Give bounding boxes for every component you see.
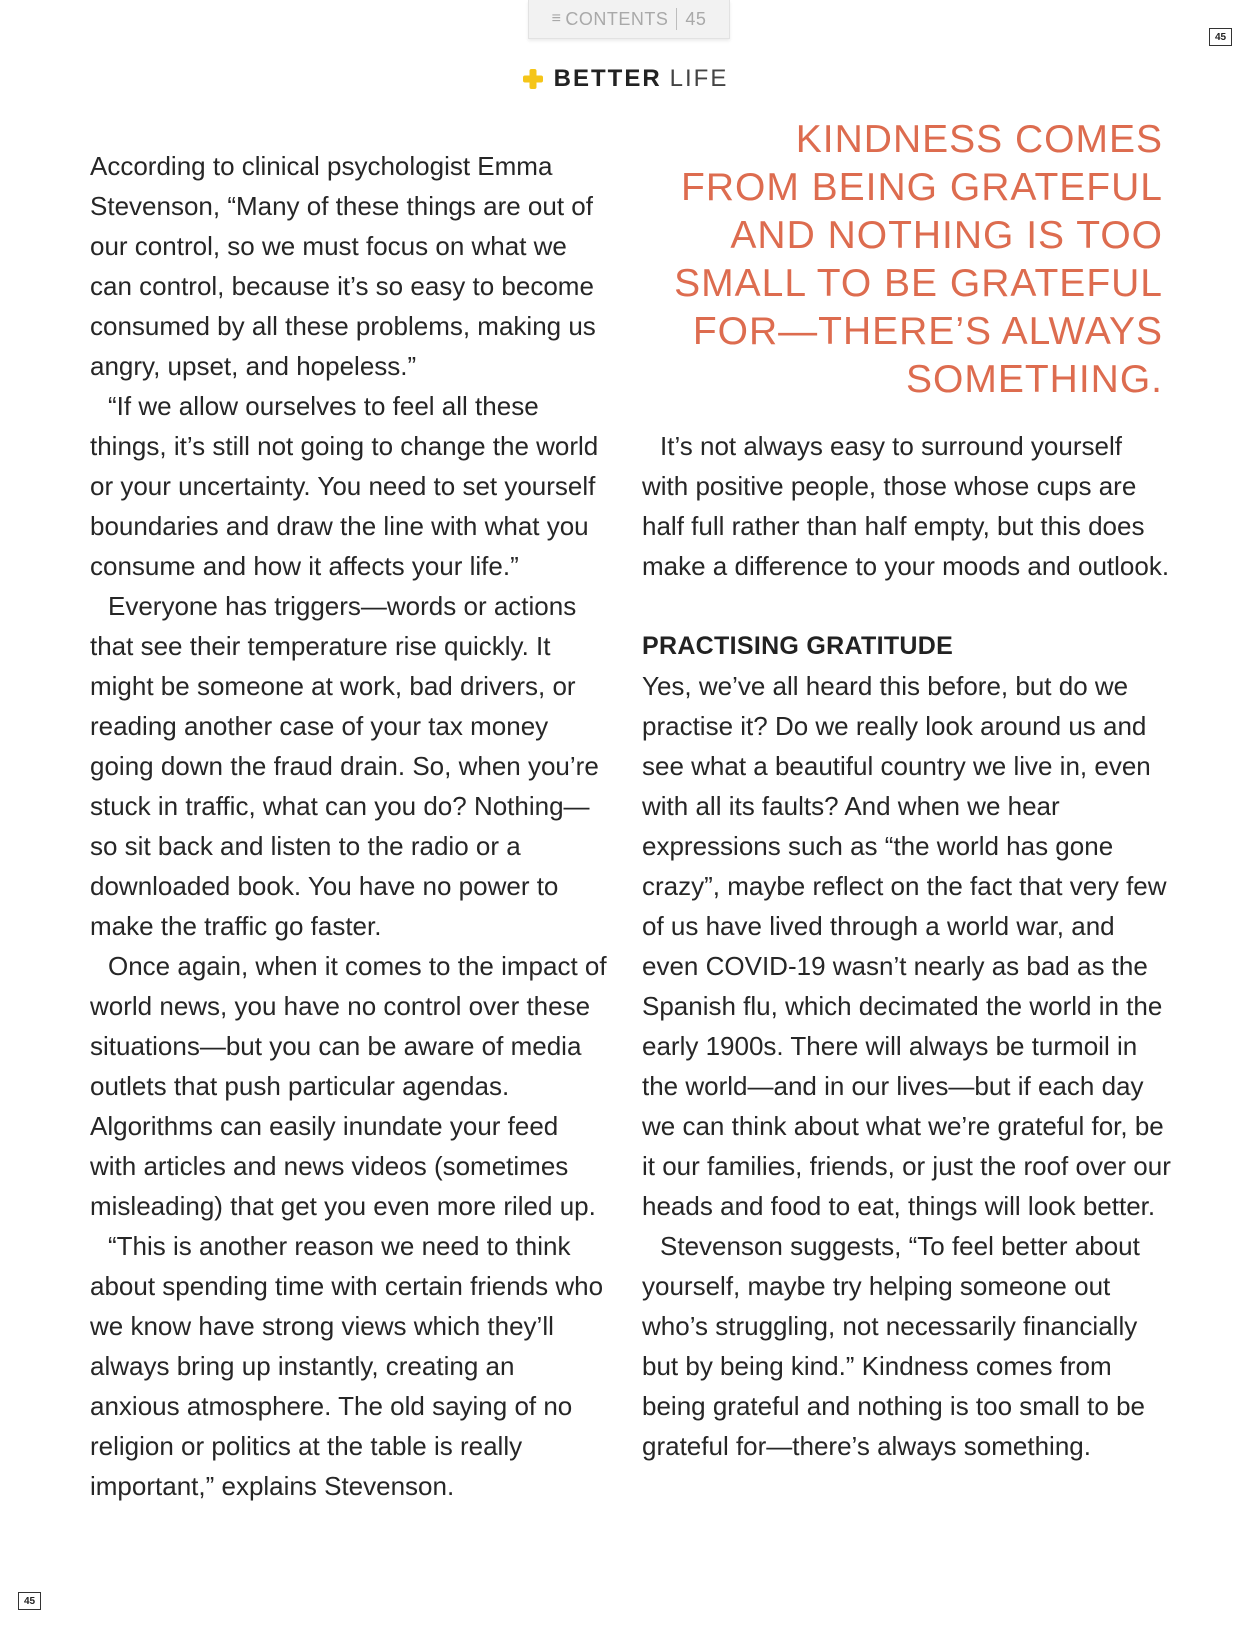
nav-page-number: 45	[685, 8, 707, 29]
body-paragraph: Stevenson suggests, “To feel better about yourself, maybe try helping someone out who’s struggling, not necessarily financially but by being kind.” Kindness comes from being grateful and nothing is too small to be grateful for—there’s always something.	[642, 1231, 1146, 1461]
body-paragraph: According to clinical psychologist Emma Stevenson, “Many of these things are out of our control, so we must focus on what we can control, because it’s so easy to become consumed by all these problems, making us angry, upset, and hopeless.”	[90, 151, 596, 381]
nav-divider	[676, 8, 677, 30]
intro-paragraph: It’s not always easy to surround yourself with positive people, those whose cups are half full rather than half empty, but this does make a difference to your moods and outlook.	[642, 431, 1170, 581]
section-title-light: LIFE	[669, 65, 729, 92]
pull-quote-line: FROM BEING GRATEFUL	[681, 166, 1163, 209]
pull-quote-line: SOMETHING.	[905, 358, 1163, 401]
body-paragraph: Yes, we’ve all heard this before, but do we practise it? Do we really look around us and see what a beautiful country we live in, even with all its faults? And when we hear expressions such as “the world has gone crazy”, maybe reflect on the fact that very few of us have lived through a world war, and even COVID-19 wasn’t nearly as bad as the Spanish flu, which decimated the world in the early 1900s. There will always be turmoil in the world—and in our lives—but if each day we can think about what we’re grateful for, be it our families, friends, or just the roof over our heads and food to eat, things will look better.	[642, 671, 1171, 1221]
pull-quote-line: SMALL TO BE GRATEFUL	[674, 262, 1163, 305]
contents-label: CONTENTS	[565, 8, 669, 29]
pull-quote-line: FOR—THERE’S ALWAYS	[692, 310, 1163, 353]
page-number-bottom: 45	[18, 1592, 41, 1610]
body-paragraph: “If we allow ourselves to feel all these things, it’s still not going to change the world or your uncertainty. You need to set yourself boundaries and draw the line with what you consume and how it affects your life.”	[90, 391, 599, 581]
section-title-bold: BETTER	[553, 65, 662, 92]
contents-nav-button[interactable]	[528, 0, 730, 39]
body-paragraph: Everyone has triggers—words or actions that see their temperature rise quickly. It might be someone at work, bad drivers, or reading another case of your tax money going down the fraud drain. So, when you’re stuck in traffic, what can you do? Nothing—so sit back and listen to the radio or a downloaded book. You have no power to make the traffic go faster.	[90, 591, 599, 941]
plus-icon	[522, 68, 544, 90]
body-paragraph: “This is another reason we need to think about spending time with certain friends who we know have strong views which they’ll always bring up instantly, creating an anxious atmosphere. The old saying of no religion or politics at the table is really important,” explains Stevenson.	[90, 1231, 604, 1501]
left-column	[90, 146, 610, 1506]
pull-quote	[640, 116, 1163, 404]
section-header	[0, 64, 1250, 94]
right-column	[642, 426, 1172, 1466]
spacer	[642, 586, 1172, 626]
pull-quote-line: AND NOTHING IS TOO	[730, 214, 1163, 257]
subheading: PRACTISING GRATITUDE	[642, 632, 954, 660]
menu-icon: ≡	[551, 10, 562, 27]
body-paragraph: Once again, when it comes to the impact of world news, you have no control over these situations—but you can be aware of media outlets that push particular agendas. Algorithms can easily inundate your feed with articles and news videos (sometimes misleading) that get you even more riled up.	[90, 951, 607, 1221]
pull-quote-line: KINDNESS COMES	[795, 118, 1163, 161]
page-number-top: 45	[1209, 28, 1232, 46]
